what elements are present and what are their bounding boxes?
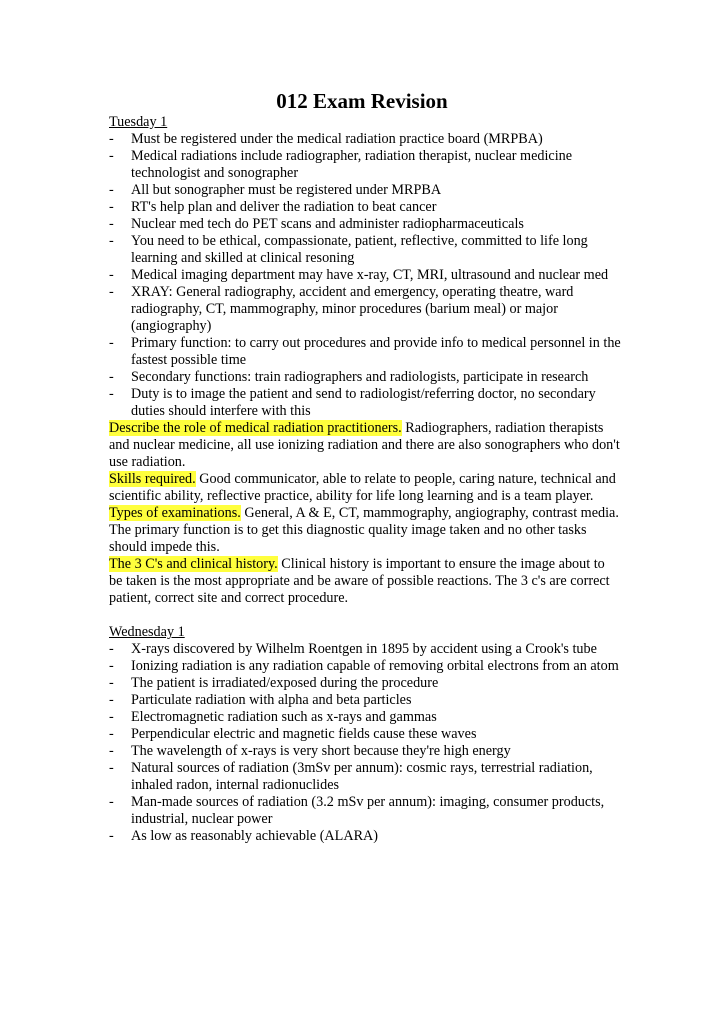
paragraph-text: General, A & E, CT, mammography, angiography, contrast media. The primary function is to get this diagnostic quality image taken and no other tasks should impede this. [109, 505, 619, 555]
list-item: - The patient is irradiated/exposed during the procedure [109, 675, 621, 692]
list-item: - Medical imaging department may have x-ray, CT, MRI, ultrasound and nuclear med [109, 267, 621, 284]
document-title: 012 Exam Revision [276, 89, 448, 113]
list-item: - Primary function: to carry out procedures and provide info to medical personnel in the fastest possible time [109, 335, 621, 369]
list-item: - RT's help plan and deliver the radiation to beat cancer [109, 199, 621, 216]
list-item: - Medical radiations include radiographer, radiation therapist, nuclear medicine technologist and sonographer [109, 148, 621, 182]
list-item: - Secondary functions: train radiographers and radiologists, participate in research [109, 369, 621, 386]
section-spacer [109, 607, 621, 624]
list-item: - X-rays discovered by Wilhelm Roentgen in 1895 by accident using a Crook's tube [109, 641, 621, 658]
highlighted-question: The 3 C's and clinical history. [109, 556, 278, 572]
document-body [109, 114, 621, 845]
list-item: - Must be registered under the medical radiation practice board (MRPBA) [109, 131, 621, 148]
list-item: - Electromagnetic radiation such as x-rays and gammas [109, 709, 621, 726]
list-item: - Ionizing radiation is any radiation capable of removing orbital electrons from an atom [109, 658, 621, 675]
list-item: - Nuclear med tech do PET scans and administer radiopharmaceuticals [109, 216, 621, 233]
paragraph-text: Clinical history is important to ensure the image about to be taken is the most appropriate and be aware of possible reactions. The 3 c's are correct patient, correct site and correct procedure. [109, 556, 610, 606]
paragraph-role [109, 420, 621, 471]
list-item: - XRAY: General radiography, accident and emergency, operating theatre, ward radiography, CT, mammography, minor procedures (barium meal) or major (angiography) [109, 284, 621, 335]
paragraph-examinations [109, 505, 621, 556]
paragraph-3cs [109, 556, 621, 607]
paragraph-text: Good communicator, able to relate to people, caring nature, technical and scientific ability, reflective practice, ability for life long learning and is a team player. [109, 471, 616, 504]
section-heading-tuesday: Tuesday 1 [109, 114, 168, 130]
section-heading-wednesday: Wednesday 1 [109, 624, 185, 640]
paragraph-text: Radiographers, radiation therapists and nuclear medicine, all use ionizing radiation and there are also sonographers who don't use radiation. [109, 420, 620, 470]
list-item: - Natural sources of radiation (3mSv per annum): cosmic rays, terrestrial radiation, inhaled radon, internal radionuclides [109, 760, 621, 794]
list-item: - Duty is to image the patient and send to radiologist/referring doctor, no secondary duties should interfere with this [109, 386, 621, 420]
highlighted-question: Skills required. [109, 471, 196, 487]
list-item: - Perpendicular electric and magnetic fields cause these waves [109, 726, 621, 743]
paragraph-skills [109, 471, 621, 505]
highlighted-question: Describe the role of medical radiation practitioners. [109, 420, 402, 436]
list-item: - You need to be ethical, compassionate, patient, reflective, committed to life long learning and skilled at clinical resoning [109, 233, 621, 267]
list-item: - All but sonographer must be registered under MRPBA [109, 182, 621, 199]
list-item: - The wavelength of x-rays is very short because they're high energy [109, 743, 621, 760]
highlighted-question: Types of examinations. [109, 505, 241, 521]
wednesday-bullet-list [109, 641, 621, 845]
list-item: - Man-made sources of radiation (3.2 mSv per annum): imaging, consumer products, industrial, nuclear power [109, 794, 621, 828]
list-item: - Particulate radiation with alpha and beta particles [109, 692, 621, 709]
tuesday-bullet-list [109, 131, 621, 420]
list-item: - As low as reasonably achievable (ALARA) [109, 828, 621, 845]
